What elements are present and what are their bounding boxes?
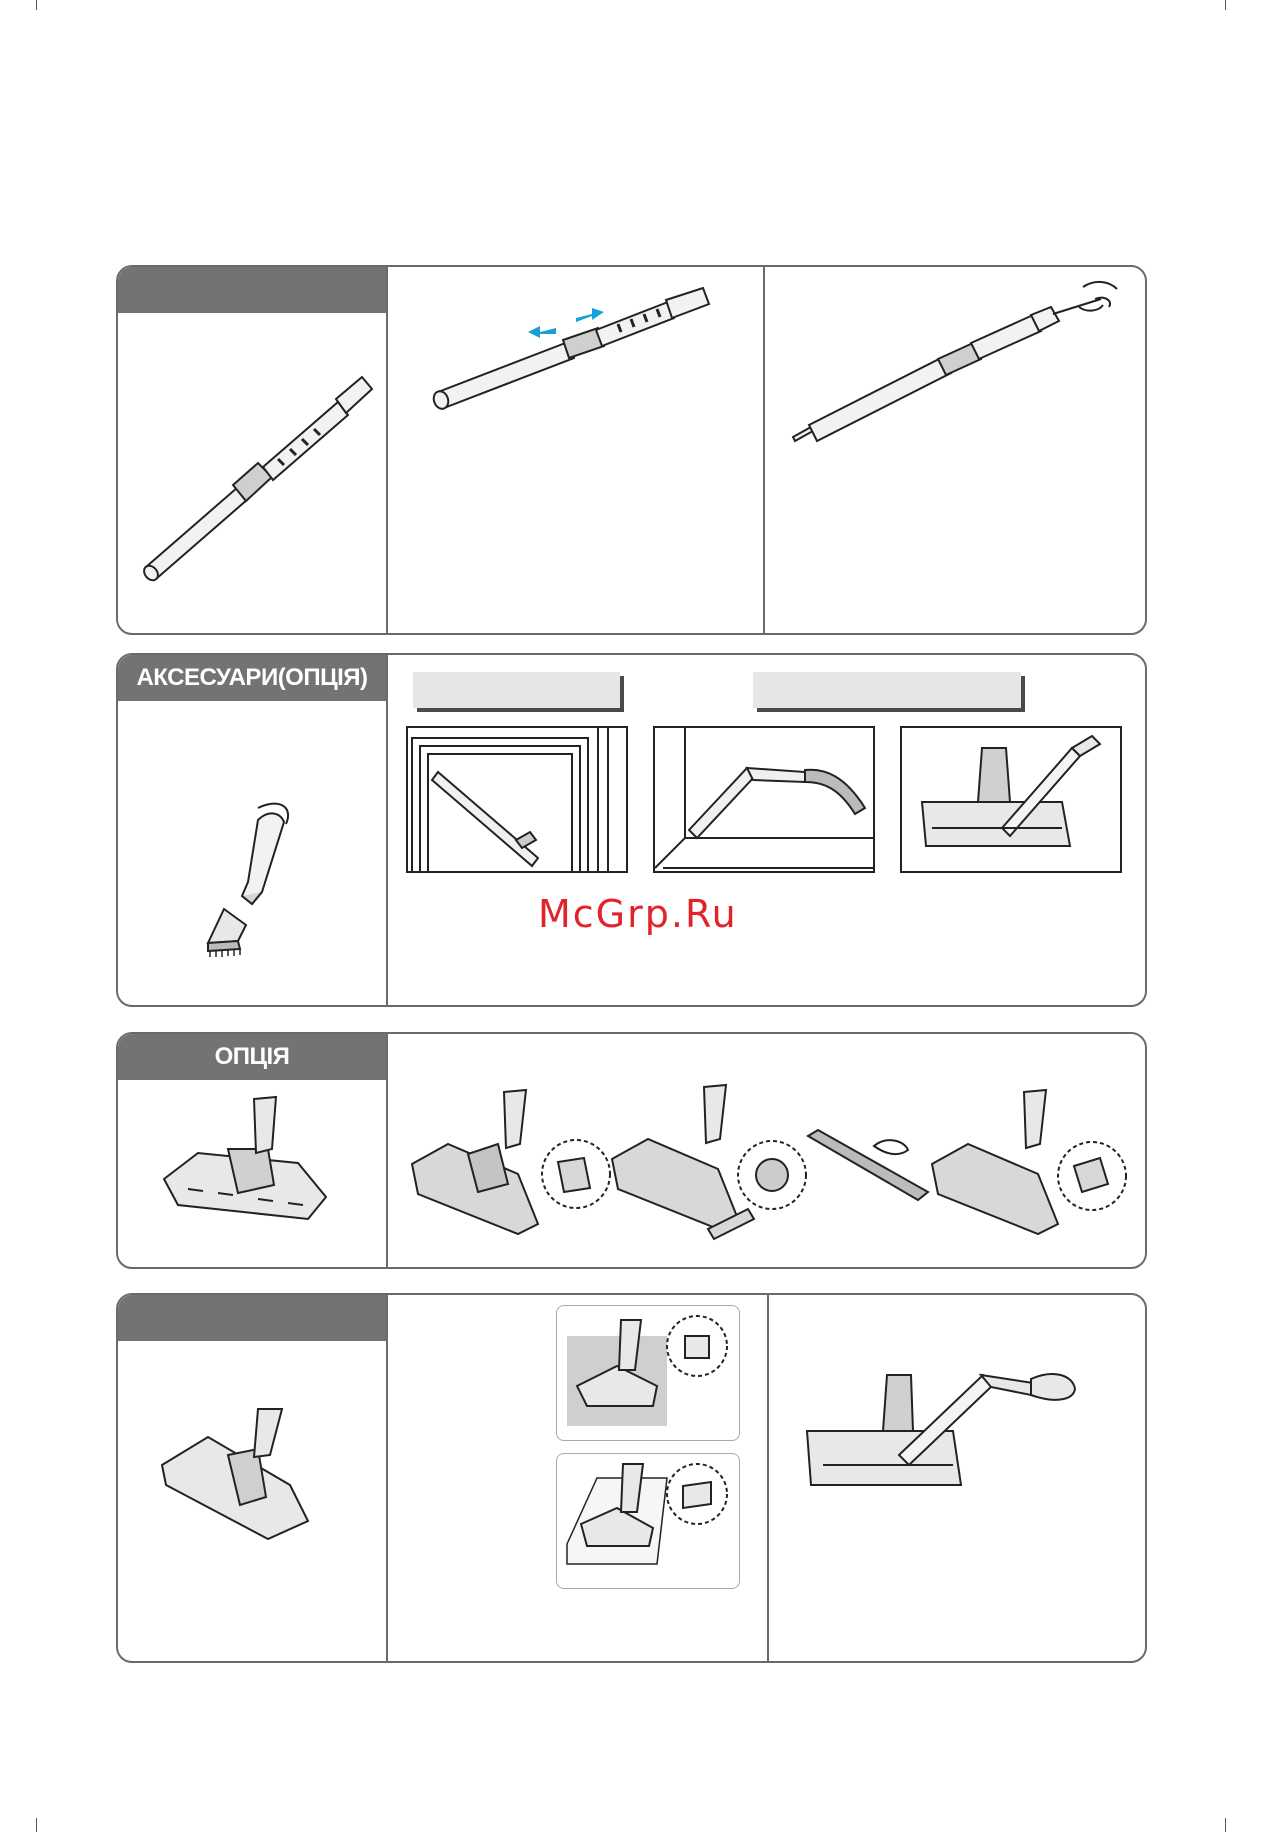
crop-mark: [36, 1818, 37, 1832]
telescopic-pipe-icon: [138, 367, 378, 587]
watermark: McGrp.Ru: [538, 892, 738, 936]
usage-label-box: [413, 672, 620, 708]
panel-turbo-brush: [116, 1032, 1147, 1269]
option-tab: ОПЦІЯ: [118, 1034, 386, 1080]
illustration-window-frame: [406, 726, 628, 873]
divider: [386, 1295, 388, 1661]
panel-telescopic-pipe: [116, 265, 1147, 635]
section-tab-blank: [118, 267, 386, 313]
turbo-brush-icon: [158, 1089, 338, 1239]
turbo-brush-step-2-icon: [608, 1079, 808, 1244]
divider: [386, 1034, 388, 1267]
carpet-mode-box: [556, 1305, 740, 1441]
divider: [386, 267, 388, 633]
usage-label-box: [753, 672, 1021, 708]
turbo-brush-step-1-icon: [408, 1084, 608, 1244]
panel-floor-nozzle: [116, 1293, 1147, 1663]
divider: [386, 655, 388, 1005]
accessories-tab: АКСЕСУАРИ(ОПЦІЯ): [118, 655, 386, 701]
floor-nozzle-attach-icon: [803, 1355, 1093, 1515]
crop-mark: [36, 0, 37, 10]
illustration-brush-attach: [900, 726, 1122, 873]
illustration-floor-edge: [653, 726, 875, 873]
crop-mark: [1225, 0, 1226, 10]
brush-roll-clean-icon: [804, 1126, 934, 1216]
panel-accessories: [116, 653, 1147, 1007]
pipe-clean-icon: [783, 277, 1123, 447]
divider: [767, 1295, 769, 1661]
turbo-brush-step-4-icon: [928, 1084, 1138, 1244]
hard-floor-mode-box: [556, 1453, 740, 1589]
pipe-adjust-icon: [428, 292, 728, 422]
dusting-brush-icon: [196, 905, 266, 965]
section-tab-blank: [118, 1295, 386, 1341]
floor-nozzle-icon: [158, 1405, 318, 1555]
divider: [763, 267, 765, 633]
crevice-tool-icon: [228, 800, 318, 910]
crop-mark: [1225, 1818, 1226, 1832]
